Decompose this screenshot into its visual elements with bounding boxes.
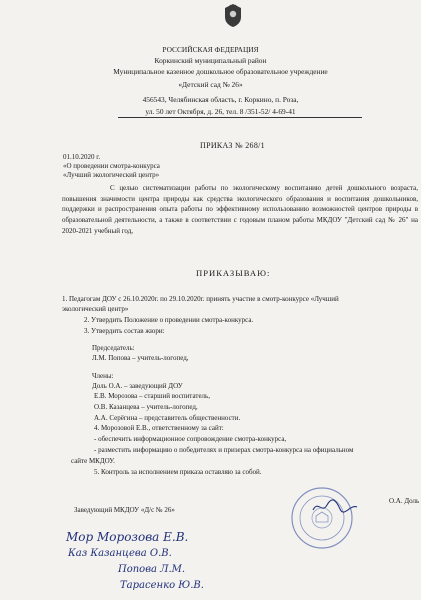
jury-member-3: О.В. Казанцева – учитель-логопед, (94, 403, 198, 411)
jury-chair: Л.М. Попова – учитель-логопед, (92, 354, 189, 362)
director-signature-icon (310, 496, 360, 518)
jury-members-label: Члены: (92, 372, 114, 380)
order-subject-1: «О проведении смотра-конкурса (63, 162, 160, 170)
header-address-1: 456543, Челябинская область, г. Коркино, п. Роза, (142, 95, 299, 104)
signatory-position: Заведующий МКДОУ «Д/с № 26» (74, 506, 175, 514)
header-divider (118, 117, 362, 118)
ack-line-3: Попова Л.М. (118, 564, 186, 575)
header-institution-name: «Детский сад № 26» (178, 80, 243, 89)
header-address-2: ул. 50 лет Октября, д. 26, тел. 8 /351-52/ 4-69-41 (145, 107, 296, 116)
item-4-b-2: сайте МКДОУ. (71, 457, 115, 465)
directive-heading: ПРИКАЗЫВАЮ: (196, 268, 271, 278)
item-5: 5. Контроль за исполнением приказа оставляю за собой. (94, 468, 262, 476)
item-1-line-2: экологический центр» (62, 305, 129, 313)
order-date: 01.10.2020 г. (63, 153, 101, 161)
signatory-name: О.А. Доль (389, 497, 420, 505)
item-1-line-1: 1. Педагогам ДОУ с 26.10.2020г. по 29.10.2020г. принять участие в смотр-конкурсе «Лучший (62, 295, 339, 303)
header-country: РОССИЙСКАЯ ФЕДЕРАЦИЯ (162, 45, 259, 54)
jury-member-2: Е.В. Морозова – старший воспитатель, (94, 392, 210, 400)
ack-line-2: Каз Казанцева О.В. (68, 548, 172, 559)
intro-paragraph: С целью систематизации работы по экологическому воспитанию детей дошкольного возраста, повышения значимости центра природы как средства экологического образования и воспитания дошкольников, поддержки и распространения опыта работы по эффективному использованию возможностей центров природы в образовательной деятельности, а также в соответствии с годовым планом работы МКДОУ "Детский сад № 26" на 2020-2021 учебный год, (62, 184, 418, 235)
order-subject-2: «Лучший экологический центр» (63, 171, 160, 179)
item-3: 3. Утвердить состав жюри: (84, 327, 165, 335)
item-4-a: - обеспечить информационное сопровождение смотра-конкурса, (94, 435, 287, 443)
jury-member-4: А.А. Серёгина – представитель общественности. (94, 414, 241, 422)
jury-member-1: Доль О.А. – заведующий ДОУ (92, 382, 183, 390)
header-institution-type: Муниципальное казенное дошкольное образовательное учреждение (113, 67, 328, 76)
header-district: Коркинский муниципальный район (154, 56, 267, 65)
item-4-b: - разместить информацию о победителях и призерах смотра-конкурса на официальном (94, 446, 354, 454)
ack-line-4: Тарасенко Ю.В. (120, 580, 204, 591)
coat-of-arms-icon (222, 2, 244, 28)
order-title: ПРИКАЗ № 268/1 (200, 141, 265, 150)
item-2: 2. Утвердить Положение о проведении смотра-конкурса. (84, 316, 254, 324)
item-4: 4. Морозовой Е.В., ответственному за сайт: (94, 424, 224, 432)
jury-chair-label: Председатель: (92, 344, 135, 352)
ack-line-1: Мор Морозова Е.В. (66, 530, 189, 544)
